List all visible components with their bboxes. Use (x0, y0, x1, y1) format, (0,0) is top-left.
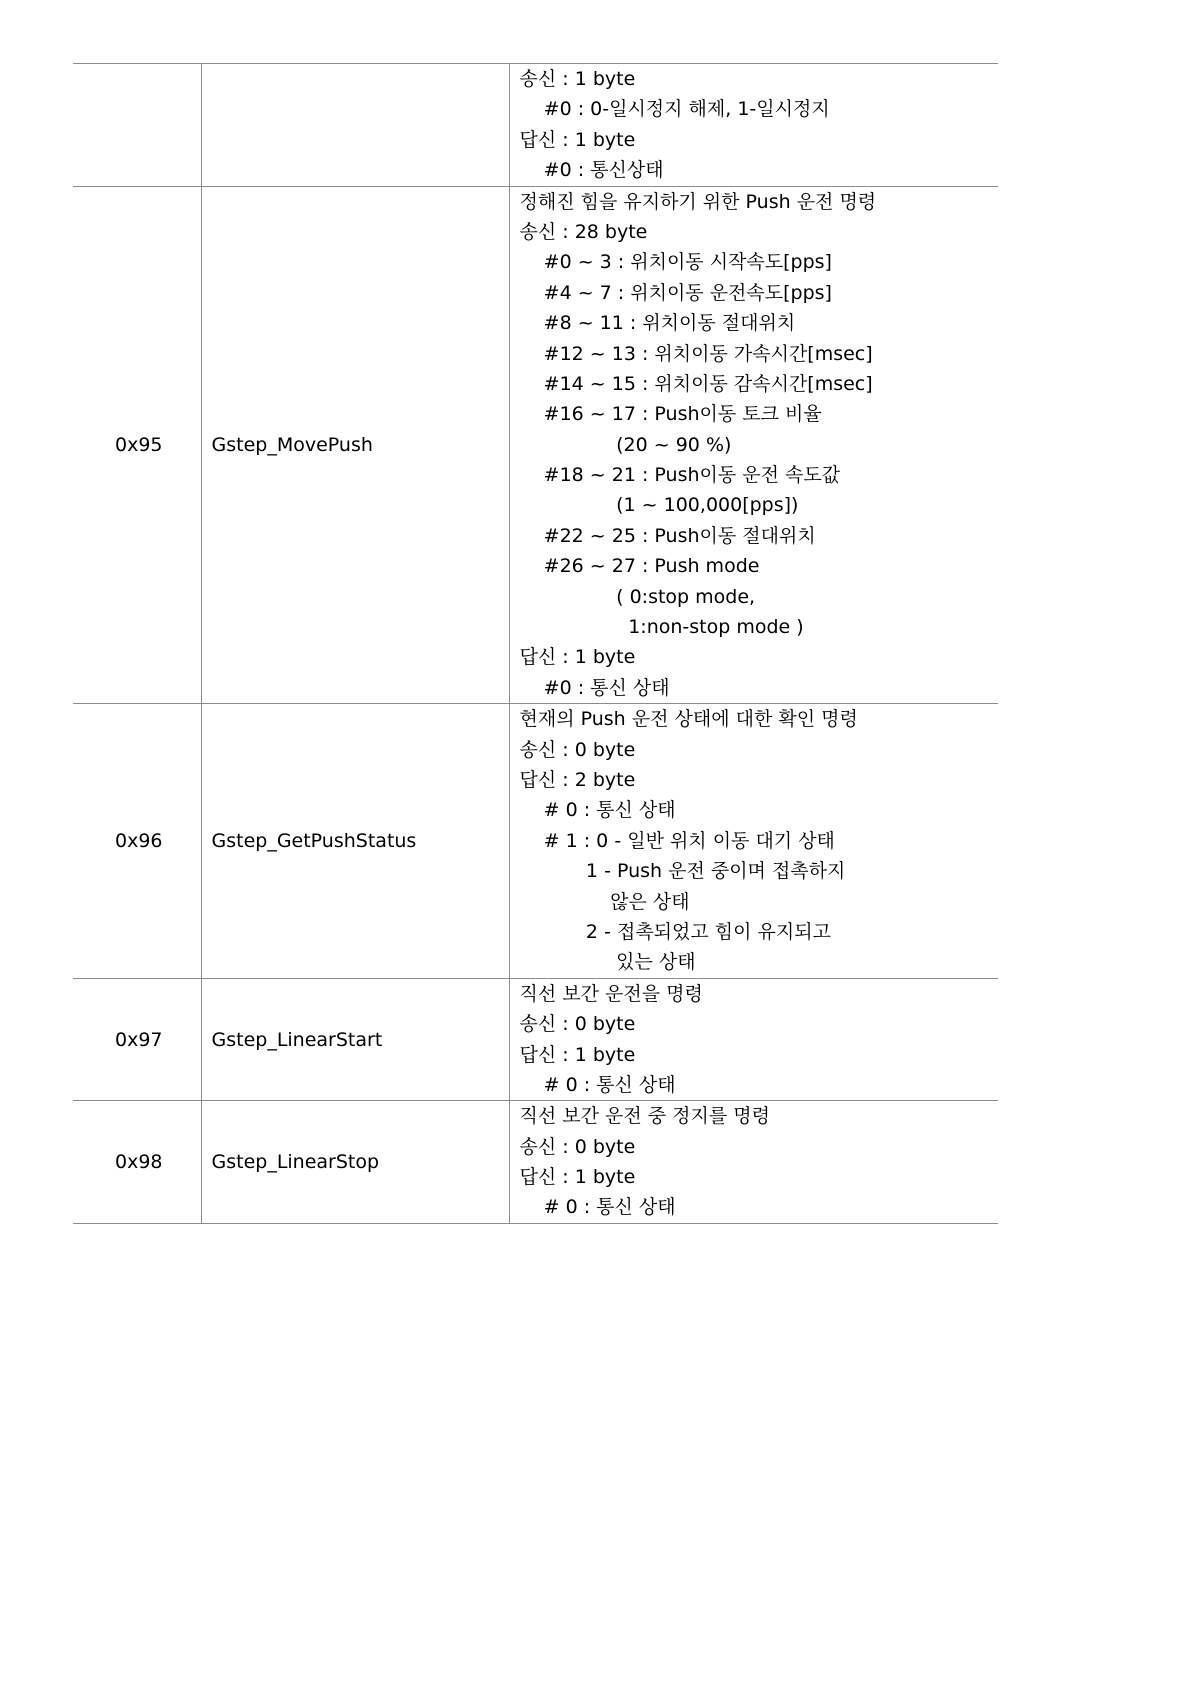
description-line: 송신 : 28 byte (519, 220, 648, 243)
description-line: # 0 : 통신 상태 (519, 1196, 676, 1219)
description-line: (20 ~ 90 %) (519, 433, 732, 456)
description-line: #18 ~ 21 : Push이동 운전 속도값 (519, 464, 841, 487)
command-name: Gstep_GetPushStatus (201, 704, 509, 979)
description-line: 송신 : 1 byte (519, 68, 636, 90)
description-line: ( 0:stop mode, (519, 585, 756, 608)
description-line: 송신 : 0 byte (519, 1013, 636, 1036)
description-line: 1 - Push 운전 중이며 접촉하지 (519, 860, 846, 883)
command-description (509, 64, 998, 187)
command-code: 0x96 (73, 704, 201, 979)
command-row (73, 186, 998, 704)
description-line: 정해진 힘을 유지하기 위한 Push 운전 명령 (519, 190, 877, 213)
description-line: # 0 : 통신 상태 (519, 1073, 676, 1096)
command-description (509, 704, 998, 979)
command-table-body (73, 64, 998, 1224)
command-row (73, 704, 998, 979)
description-line: # 0 : 통신 상태 (519, 799, 676, 822)
command-description (509, 1101, 998, 1224)
description-line: 직선 보간 운전 중 정지를 명령 (519, 1105, 770, 1128)
description-line: 있는 상태 (519, 951, 696, 974)
description-line: #22 ~ 25 : Push이동 절대위치 (519, 524, 816, 547)
description-line: #0 ~ 3 : 위치이동 시작속도[pps] (519, 251, 832, 274)
description-line: #8 ~ 11 : 위치이동 절대위치 (519, 312, 796, 335)
description-line: #4 ~ 7 : 위치이동 운전속도[pps] (519, 281, 832, 304)
command-description (509, 978, 998, 1101)
description-line: 답신 : 1 byte (519, 1166, 636, 1189)
description-line: 송신 : 0 byte (519, 1135, 636, 1158)
command-code: 0x95 (73, 186, 201, 704)
command-code: 0x97 (73, 978, 201, 1101)
command-name: Gstep_MovePush (201, 186, 509, 704)
command-row (73, 978, 998, 1101)
command-code: 0x98 (73, 1101, 201, 1224)
description-line: 않은 상태 (519, 890, 690, 913)
description-line: (1 ~ 100,000[pps]) (519, 494, 799, 517)
description-line: #26 ~ 27 : Push mode (519, 555, 760, 578)
command-row (73, 64, 998, 187)
command-code (73, 64, 201, 187)
description-line: 답신 : 2 byte (519, 768, 636, 791)
description-line: #0 : 통신상태 (519, 159, 664, 182)
description-line: #0 : 0-일시정지 해제, 1-일시정지 (519, 98, 830, 121)
command-description (509, 186, 998, 704)
description-line: #12 ~ 13 : 위치이동 가속시간[msec] (519, 342, 873, 365)
description-line: 현재의 Push 운전 상태에 대한 확인 명령 (519, 708, 858, 731)
description-line: 송신 : 0 byte (519, 738, 636, 761)
description-line: #0 : 통신 상태 (519, 676, 670, 699)
description-line: 2 - 접촉되었고 힘이 유지되고 (519, 920, 831, 943)
description-line: 직선 보간 운전을 명령 (519, 982, 703, 1005)
description-line: 답신 : 1 byte (519, 646, 636, 669)
command-table (73, 63, 998, 1224)
command-name: Gstep_LinearStop (201, 1101, 509, 1224)
description-line: #16 ~ 17 : Push이동 토크 비율 (519, 403, 822, 426)
command-row (73, 1101, 998, 1224)
description-line: 답신 : 1 byte (519, 128, 636, 151)
command-name (201, 64, 509, 187)
description-line: 1:non-stop mode ) (519, 616, 804, 639)
command-name: Gstep_LinearStart (201, 978, 509, 1101)
description-line: #14 ~ 15 : 위치이동 감속시간[msec] (519, 372, 873, 395)
description-line: # 1 : 0 - 일반 위치 이동 대기 상태 (519, 829, 835, 852)
description-line: 답신 : 1 byte (519, 1043, 636, 1066)
